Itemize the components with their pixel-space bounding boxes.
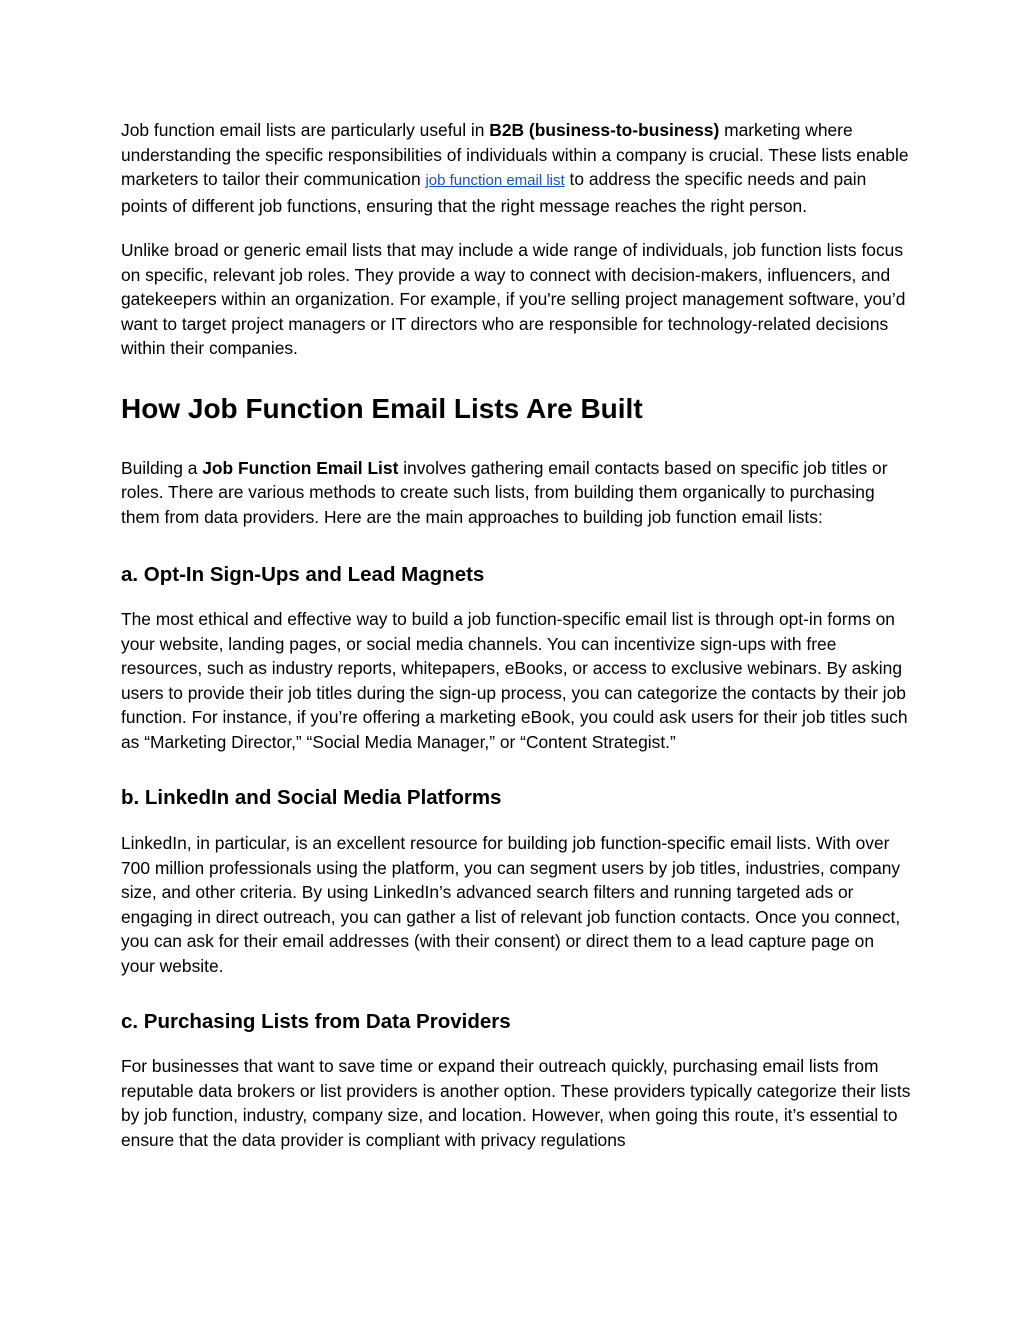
paragraph-purchasing: For businesses that want to save time or expand their outreach quickly, purchasing email lists from reputable data brokers or list providers is another option. These providers typically categorize their lists by job function, industry, company size, and location. However, when going this route, it’s essential to ensure that the data provider is compliant with privacy regulations [121, 1056, 911, 1150]
intro-text-1: Job function email lists are particularly useful in [121, 120, 490, 140]
subheading-purchasing: c. Purchasing Lists from Data Providers [121, 1010, 511, 1033]
job-function-email-list-link[interactable]: job function email list [425, 172, 565, 189]
intro-text-2: marketing where understanding the specific responsibilities of individuals within a company is crucial. These lists enable marketers to tailor their communication [121, 120, 909, 189]
section-heading: How Job Function Email Lists Are Built [121, 392, 643, 424]
paragraph-linkedin: LinkedIn, in particular, is an excellent resource for building job function-specific email lists. With over 700 million professionals using the platform, you can segment users by job titles, industries, company size, and other criteria. By using LinkedIn’s advanced search filters and running targeted ads or engaging in direct outreach, you can gather a list of relevant job function contacts. Once you connect, you can ask for their email addresses (with their consent) or direct them to a lead capture page on your website. [121, 833, 901, 976]
subheading-linkedin: b. LinkedIn and Social Media Platforms [121, 786, 502, 809]
intro-text-3: to address the specific needs and pain points of different job functions, ensuring that the right message reaches the right person. [121, 169, 867, 216]
section-paragraph-1 [121, 456, 911, 530]
subheading-opt-in: a. Opt-In Sign-Ups and Lead Magnets [121, 563, 485, 586]
b2b-bold-text: B2B (business-to-business) [489, 120, 720, 140]
paragraph-opt-in: The most ethical and effective way to build a job function-specific email list is through opt-in forms on your website, landing pages, or social media channels. You can incentivize sign-ups with free resources, such as industry reports, whitepapers, eBooks, or access to exclusive webinars. By asking users to provide their job titles during the sign-up process, you can categorize the contacts by their job function. For instance, if you’re offering a marketing eBook, you could ask users for their job titles such as “Marketing Director,” “Social Media Manager,” or “Content Strategist.” [121, 609, 908, 752]
document-page [121, 118, 911, 1152]
section-text-1: Building a [121, 457, 203, 478]
intro-paragraph-1 [121, 118, 911, 218]
job-function-email-list-bold: Job Function Email List [202, 457, 399, 478]
section-text-2: involves gathering email contacts based on specific job titles or roles. There are various methods to create such lists, from building them organically to purchasing them from data providers. Here are the main approaches to building job function email lists: [121, 457, 888, 527]
intro-paragraph-2: Unlike broad or generic email lists that may include a wide range of individuals, job function lists focus on specific, relevant job roles. They provide a way to connect with decision-makers, influencers, and gatekeepers within an organization. For example, if you're selling project management software, you’d want to target project managers or IT directors who are responsible for technology-related decisions within their companies. [121, 240, 906, 358]
